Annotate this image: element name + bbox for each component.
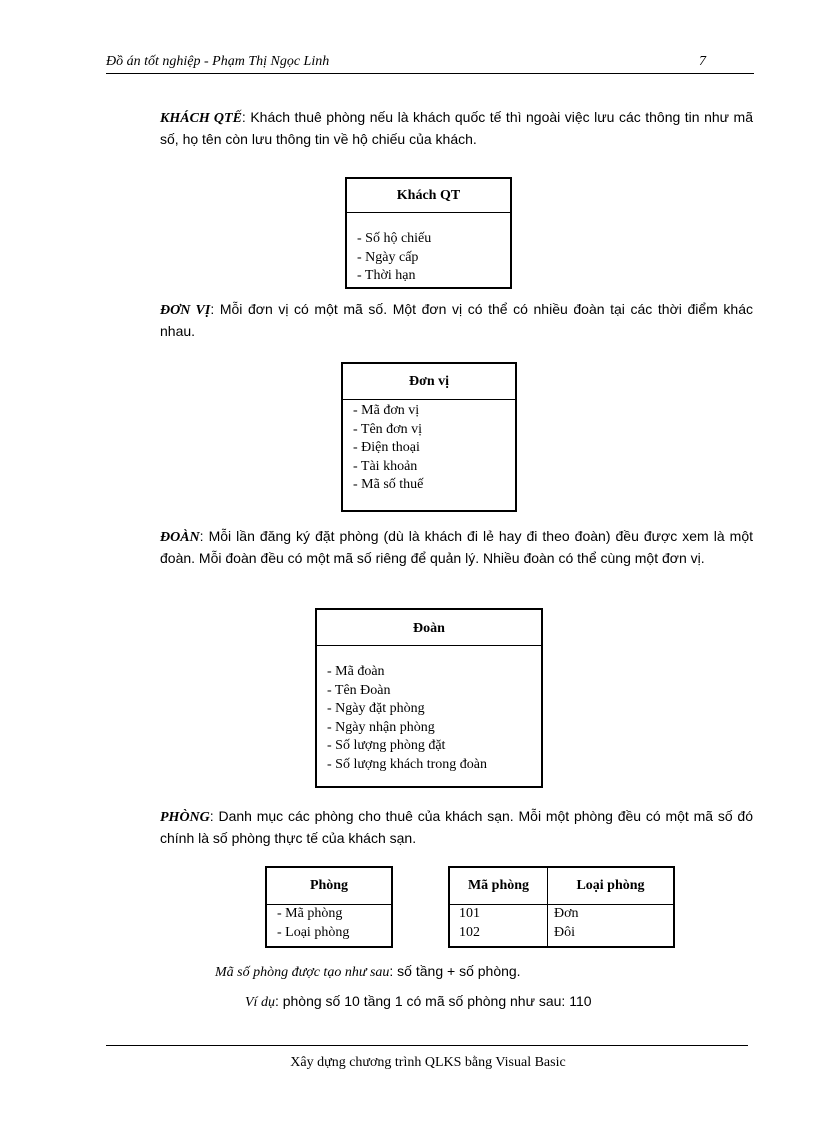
text-don-vi: : Mỗi đơn vị có một mã số. Một đơn vị có thể có nhiều đoàn tại các thời điểm khác nhau. — [160, 301, 753, 339]
term-don-vi: ĐƠN VỊ — [160, 303, 211, 318]
term-doan: ĐOÀN — [160, 530, 200, 545]
term-phong: PHÒNG — [160, 810, 210, 825]
entity-attributes-khach-qt — [357, 230, 431, 286]
table-row — [459, 905, 480, 942]
entity-title-khach-qt: Khách QT — [396, 188, 461, 203]
footer-rule — [106, 1045, 748, 1046]
entity-divider — [317, 645, 541, 646]
entity-phong — [265, 866, 393, 948]
entity-doan — [315, 608, 543, 788]
attribute-item: - Tài khoản — [353, 458, 418, 474]
table-cell: 101 — [459, 906, 480, 921]
attribute-item: - Ngày đặt phòng — [327, 701, 425, 716]
entity-khach-qt — [345, 177, 512, 289]
attribute-item: - Ngày cấp — [357, 249, 419, 265]
table-header-ma-phong: Mã phòng — [467, 878, 530, 893]
entity-attributes-doan — [327, 663, 487, 774]
attribute-item: - Số hộ chiếu — [357, 231, 432, 246]
note-label: Mã số phòng được tạo như sau — [215, 965, 390, 980]
footer-text: Xây dựng chương trình QLKS bằng Visual Basic — [290, 1055, 566, 1070]
attribute-item: - Tên Đoàn — [327, 682, 391, 698]
paragraph-khach-qte — [160, 107, 753, 149]
table-row — [554, 905, 579, 942]
attribute-item: - Mã đoàn — [327, 664, 385, 679]
attribute-item: - Ngày nhận phòng — [327, 719, 435, 735]
note-text: : số tầng + số phòng. — [389, 963, 521, 979]
note-label: Ví dụ — [245, 995, 275, 1010]
paragraph-phong — [160, 806, 753, 848]
attribute-item: - Tên đơn vị — [353, 421, 422, 437]
entity-title-don-vi: Đơn vị — [408, 374, 450, 389]
paragraph-doan — [160, 526, 753, 568]
attribute-item: - Mã phòng — [277, 906, 343, 921]
attribute-item: - Số lượng phòng đặt — [327, 738, 446, 753]
text-doan: : Mỗi lần đăng ký đặt phòng (dù là khách đi lẻ hay đi theo đoàn) đều được xem là một đoàn. Mỗi đoàn đều có một mã số riêng để quản lý. Nhiều đoàn có thể cùng một đơn vị. — [160, 528, 753, 566]
note-vi-du — [245, 993, 592, 1011]
entity-don-vi — [341, 362, 517, 512]
entity-attributes-phong — [277, 905, 349, 942]
table-header-loai-phong: Loại phòng — [576, 878, 645, 893]
attribute-item: - Mã đơn vị — [353, 403, 420, 418]
term-khach-qte: KHÁCH QTẾ — [160, 111, 242, 126]
table-cell: 102 — [459, 924, 480, 940]
attribute-item: - Điện thoại — [353, 440, 420, 455]
entity-title-phong: Phòng — [309, 878, 349, 893]
text-khach-qte: : Khách thuê phòng nếu là khách quốc tế thì ngoài việc lưu các thông tin như mã số, họ tên còn lưu thông tin về hộ chiếu của khách. — [160, 109, 753, 147]
entity-title-doan: Đoàn — [413, 621, 445, 636]
paragraph-don-vi — [160, 299, 753, 341]
room-sample-table — [448, 866, 675, 948]
entity-attributes-don-vi — [353, 402, 423, 495]
attribute-item: - Số lượng khách trong đoàn — [327, 756, 488, 772]
attribute-item: - Thời hạn — [357, 268, 416, 283]
table-cell: Đơn — [554, 906, 579, 921]
entity-divider — [343, 399, 515, 400]
attribute-item: - Loại phòng — [277, 924, 350, 940]
table-cell: Đôi — [554, 924, 575, 940]
attribute-item: - Mã số thuế — [353, 477, 424, 492]
header-title: Đồ án tốt nghiệp - Phạm Thị Ngọc Linh — [106, 54, 330, 69]
text-phong: : Danh mục các phòng cho thuê của khách sạn. Mỗi một phòng đều có một mã số đó chính là số phòng thực tế của khách sạn. — [160, 808, 753, 846]
note-ma-so-phong — [215, 963, 521, 981]
header-rule — [106, 73, 754, 74]
entity-divider — [347, 212, 510, 213]
page-number: 7 — [699, 54, 706, 69]
note-text: : phòng số 10 tầng 1 có mã số phòng như sau: 110 — [274, 993, 592, 1009]
